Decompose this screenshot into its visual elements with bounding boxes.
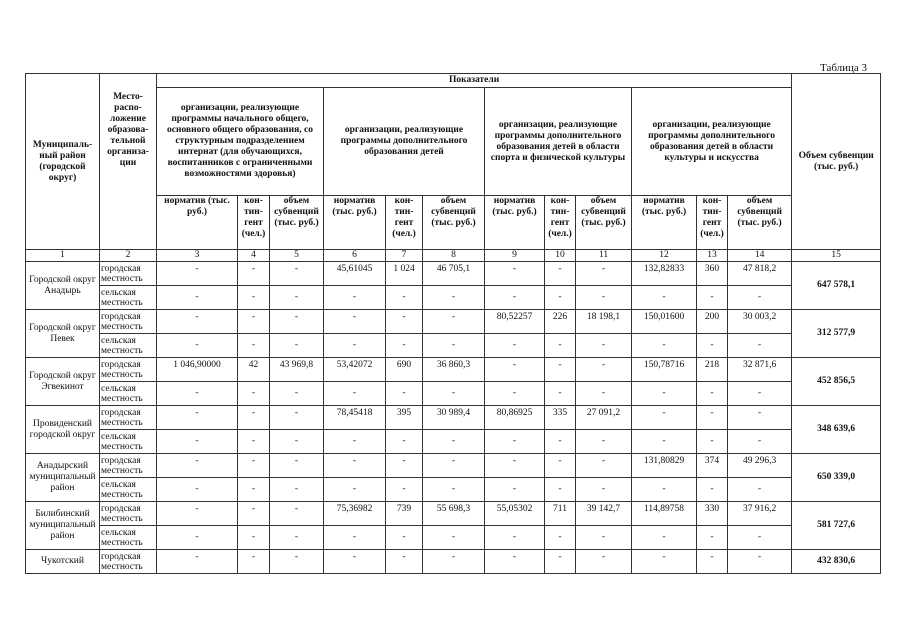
- table-cell: 711: [545, 502, 576, 526]
- table-cell: 78,45418: [324, 406, 386, 430]
- table-cell: -: [728, 478, 792, 502]
- table-cell: -: [485, 526, 545, 550]
- table-cell: -: [270, 550, 324, 574]
- table-cell: -: [238, 502, 270, 526]
- table-cell: -: [632, 382, 697, 406]
- table-cell: -: [485, 262, 545, 286]
- table-cell: -: [270, 526, 324, 550]
- subheader-vol: объем субвенций (тыс. руб.): [728, 196, 792, 250]
- table-cell: 739: [386, 502, 423, 526]
- table-cell: 150,01600: [632, 310, 697, 334]
- table-cell: -: [270, 502, 324, 526]
- table-row: [26, 310, 881, 334]
- table-cell: -: [697, 286, 728, 310]
- location-urban: городская местность: [100, 502, 157, 526]
- table-cell: -: [423, 382, 485, 406]
- table-cell: -: [157, 526, 238, 550]
- table-cell: -: [485, 550, 545, 574]
- table-cell: -: [632, 478, 697, 502]
- table-cell: -: [238, 262, 270, 286]
- table-cell: -: [697, 526, 728, 550]
- table-cell: -: [632, 286, 697, 310]
- table-cell: -: [324, 526, 386, 550]
- table-cell: -: [324, 382, 386, 406]
- table-cell: -: [423, 526, 485, 550]
- subheader-cont: контингент (чел.): [545, 196, 576, 250]
- table-cell: -: [238, 382, 270, 406]
- table-cell: -: [545, 358, 576, 382]
- table-cell: 32 871,6: [728, 358, 792, 382]
- header-group-culture: организации, реализующие программы дополнительного образования детей в области культуры и искусства: [632, 88, 792, 196]
- table-cell: -: [157, 454, 238, 478]
- table-cell: 200: [697, 310, 728, 334]
- table-cell: 218: [697, 358, 728, 382]
- table-cell: 75,36982: [324, 502, 386, 526]
- location-rural: сельская местность: [100, 334, 157, 358]
- table-cell: -: [270, 310, 324, 334]
- table-cell: -: [632, 550, 697, 574]
- table-cell: -: [576, 334, 632, 358]
- municipality-name: Городской округ Анадырь: [26, 262, 100, 310]
- subheader-norm: норматив (тыс. руб.): [157, 196, 238, 250]
- table-cell: -: [545, 478, 576, 502]
- table-cell: -: [238, 478, 270, 502]
- table-cell: -: [728, 526, 792, 550]
- subheader-vol: объем субвенций (тыс. руб.): [270, 196, 324, 250]
- table-cell: 330: [697, 502, 728, 526]
- location-rural: сельская местность: [100, 430, 157, 454]
- table-cell: -: [697, 478, 728, 502]
- column-number: 9: [485, 250, 545, 262]
- table-cell: -: [545, 334, 576, 358]
- table-row: [26, 478, 881, 502]
- table-cell: -: [270, 262, 324, 286]
- municipality-name: Провиденский городской округ: [26, 406, 100, 454]
- table-cell: -: [545, 454, 576, 478]
- table-cell: -: [545, 430, 576, 454]
- location-urban: городская местность: [100, 358, 157, 382]
- table-cell: -: [697, 550, 728, 574]
- table-cell: -: [485, 358, 545, 382]
- table-cell: -: [545, 382, 576, 406]
- table-cell: -: [697, 430, 728, 454]
- table-cell: -: [386, 382, 423, 406]
- table-cell: 30 003,2: [728, 310, 792, 334]
- table-cell: -: [697, 406, 728, 430]
- column-number: 4: [238, 250, 270, 262]
- table-row: [26, 358, 881, 382]
- location-urban: городская местность: [100, 310, 157, 334]
- municipality-name: Анадырский муниципальный район: [26, 454, 100, 502]
- table-cell: -: [238, 430, 270, 454]
- table-cell: -: [423, 334, 485, 358]
- table-cell: 1 024: [386, 262, 423, 286]
- table-cell: 53,42072: [324, 358, 386, 382]
- table-cell: -: [238, 526, 270, 550]
- table-cell: -: [576, 526, 632, 550]
- table-cell: -: [697, 334, 728, 358]
- table-cell: -: [728, 406, 792, 430]
- table-row: [26, 262, 881, 286]
- table-cell: 18 198,1: [576, 310, 632, 334]
- column-number: 13: [697, 250, 728, 262]
- location-urban: городская местность: [100, 454, 157, 478]
- table-cell: -: [157, 406, 238, 430]
- table-row: [26, 406, 881, 430]
- location-rural: сельская местность: [100, 478, 157, 502]
- table-cell: -: [157, 430, 238, 454]
- table-cell: -: [485, 334, 545, 358]
- table-cell: -: [728, 430, 792, 454]
- table-cell: -: [728, 334, 792, 358]
- table-cell: 131,80829: [632, 454, 697, 478]
- municipality-name: Городской округ Эгвекинот: [26, 358, 100, 406]
- table-cell: -: [386, 286, 423, 310]
- table-cell: -: [423, 454, 485, 478]
- table-cell: -: [386, 478, 423, 502]
- table-cell: 37 916,2: [728, 502, 792, 526]
- subheader-norm: норматив (тыс. руб.): [485, 196, 545, 250]
- subsidy-table: [25, 73, 881, 574]
- column-number: 5: [270, 250, 324, 262]
- table-cell: -: [485, 430, 545, 454]
- table-row: [26, 286, 881, 310]
- table-cell: 80,86925: [485, 406, 545, 430]
- table-cell: 80,52257: [485, 310, 545, 334]
- total-subsidy: 650 339,0: [792, 454, 881, 502]
- table-cell: -: [157, 286, 238, 310]
- table-cell: -: [423, 286, 485, 310]
- table-cell: 360: [697, 262, 728, 286]
- table-cell: -: [423, 550, 485, 574]
- table-cell: -: [324, 550, 386, 574]
- header-municipality: Муниципальный район (городской округ): [26, 74, 100, 250]
- table-cell: -: [728, 550, 792, 574]
- header-location: Месторасположение образовательной организации: [100, 74, 157, 250]
- header-group-general: организации, реализующие программы начального общего, основного общего образования, со структурным подразделением интернат (для обучающихся, воспитанников с ограниченными возможностями здоровья): [157, 88, 324, 196]
- subheader-norm: норматив (тыс. руб.): [324, 196, 386, 250]
- table-cell: -: [386, 454, 423, 478]
- table-cell: -: [386, 526, 423, 550]
- table-cell: -: [576, 382, 632, 406]
- table-cell: -: [576, 358, 632, 382]
- table-cell: -: [423, 430, 485, 454]
- column-number: 7: [386, 250, 423, 262]
- table-cell: -: [386, 430, 423, 454]
- table-cell: -: [238, 406, 270, 430]
- subheader-vol: объем субвенций (тыс. руб.): [576, 196, 632, 250]
- table-cell: -: [270, 286, 324, 310]
- table-cell: 39 142,7: [576, 502, 632, 526]
- table-cell: 55 698,3: [423, 502, 485, 526]
- table-cell: -: [386, 550, 423, 574]
- table-cell: -: [386, 310, 423, 334]
- table-caption: Таблица 3: [820, 62, 868, 74]
- table-cell: -: [270, 382, 324, 406]
- column-number: 12: [632, 250, 697, 262]
- total-subsidy: 348 639,6: [792, 406, 881, 454]
- table-row: [26, 454, 881, 478]
- table-cell: -: [324, 310, 386, 334]
- table-cell: -: [632, 334, 697, 358]
- table-cell: -: [270, 430, 324, 454]
- table-cell: -: [238, 454, 270, 478]
- table-cell: 1 046,90000: [157, 358, 238, 382]
- table-cell: -: [545, 526, 576, 550]
- table-cell: -: [545, 262, 576, 286]
- table-row: [26, 550, 881, 574]
- table-cell: -: [576, 430, 632, 454]
- header-group-additional: организации, реализующие программы дополнительного образования детей: [324, 88, 485, 196]
- table-cell: 114,89758: [632, 502, 697, 526]
- header-group-sport: организации, реализующие программы дополнительного образования детей в области спорта и физической культуры: [485, 88, 632, 196]
- table-cell: -: [238, 310, 270, 334]
- table-cell: -: [632, 406, 697, 430]
- table-cell: -: [485, 286, 545, 310]
- table-cell: -: [157, 550, 238, 574]
- location-urban: городская местность: [100, 550, 157, 574]
- column-number: 10: [545, 250, 576, 262]
- table-cell: -: [423, 310, 485, 334]
- table-cell: 226: [545, 310, 576, 334]
- location-urban: городская местность: [100, 262, 157, 286]
- table-cell: 49 296,3: [728, 454, 792, 478]
- table-cell: -: [576, 262, 632, 286]
- table-cell: -: [157, 334, 238, 358]
- table-cell: -: [157, 310, 238, 334]
- municipality-name: Билибинский муниципальный район: [26, 502, 100, 550]
- table-cell: 45,61045: [324, 262, 386, 286]
- total-subsidy: 647 578,1: [792, 262, 881, 310]
- table-cell: -: [632, 430, 697, 454]
- table-cell: -: [632, 526, 697, 550]
- table-cell: -: [423, 478, 485, 502]
- subheader-cont: контингент (чел.): [697, 196, 728, 250]
- total-subsidy: 312 577,9: [792, 310, 881, 358]
- municipality-name: Городской округ Певек: [26, 310, 100, 358]
- table-cell: 150,78716: [632, 358, 697, 382]
- column-number: 14: [728, 250, 792, 262]
- table-cell: 395: [386, 406, 423, 430]
- table-cell: -: [238, 334, 270, 358]
- table-cell: -: [728, 286, 792, 310]
- table-cell: -: [728, 382, 792, 406]
- table-cell: -: [545, 286, 576, 310]
- table-cell: -: [238, 286, 270, 310]
- location-rural: сельская местность: [100, 526, 157, 550]
- table-cell: -: [576, 286, 632, 310]
- municipality-name: Чукотский: [26, 550, 100, 574]
- table-cell: -: [324, 454, 386, 478]
- column-number: 15: [792, 250, 881, 262]
- table-cell: -: [157, 262, 238, 286]
- total-subsidy: 452 856,5: [792, 358, 881, 406]
- table-cell: -: [485, 454, 545, 478]
- table-cell: -: [270, 454, 324, 478]
- table-cell: -: [576, 478, 632, 502]
- table-cell: -: [157, 382, 238, 406]
- table-cell: -: [576, 550, 632, 574]
- table-cell: -: [324, 478, 386, 502]
- total-subsidy: 432 830,6: [792, 550, 881, 574]
- table-cell: 42: [238, 358, 270, 382]
- table-cell: 43 969,8: [270, 358, 324, 382]
- table-cell: -: [697, 382, 728, 406]
- column-number: 1: [26, 250, 100, 262]
- location-rural: сельская местность: [100, 286, 157, 310]
- header-total-subsidy: Объем субвенции (тыс. руб.): [792, 74, 881, 250]
- table-cell: -: [270, 406, 324, 430]
- table-cell: -: [545, 550, 576, 574]
- column-number: 6: [324, 250, 386, 262]
- table-cell: 132,82833: [632, 262, 697, 286]
- table-cell: -: [324, 286, 386, 310]
- table-row: [26, 334, 881, 358]
- subheader-cont: контингент (чел.): [386, 196, 423, 250]
- table-row: [26, 502, 881, 526]
- location-urban: городская местность: [100, 406, 157, 430]
- table-cell: -: [270, 334, 324, 358]
- table-cell: -: [157, 478, 238, 502]
- column-number: 2: [100, 250, 157, 262]
- total-subsidy: 581 727,6: [792, 502, 881, 550]
- table-cell: 47 818,2: [728, 262, 792, 286]
- table-cell: -: [157, 502, 238, 526]
- table-cell: -: [324, 334, 386, 358]
- table-cell: 46 705,1: [423, 262, 485, 286]
- table-cell: -: [270, 478, 324, 502]
- column-number: 3: [157, 250, 238, 262]
- column-number: 11: [576, 250, 632, 262]
- column-number: 8: [423, 250, 485, 262]
- table-cell: -: [324, 430, 386, 454]
- table-row: [26, 382, 881, 406]
- table-cell: -: [238, 550, 270, 574]
- table-cell: 335: [545, 406, 576, 430]
- table-cell: 36 860,3: [423, 358, 485, 382]
- table-cell: 27 091,2: [576, 406, 632, 430]
- table-cell: -: [576, 454, 632, 478]
- location-rural: сельская местность: [100, 382, 157, 406]
- subheader-cont: контингент (чел.): [238, 196, 270, 250]
- table-cell: -: [485, 478, 545, 502]
- table-cell: -: [386, 334, 423, 358]
- table-cell: -: [485, 382, 545, 406]
- subheader-vol: объем субвенций (тыс. руб.): [423, 196, 485, 250]
- table-cell: 55,05302: [485, 502, 545, 526]
- header-indicators: Показатели: [157, 74, 792, 88]
- subheader-norm: норматив (тыс. руб.): [632, 196, 697, 250]
- table-row: [26, 430, 881, 454]
- table-row: [26, 526, 881, 550]
- table-cell: 30 989,4: [423, 406, 485, 430]
- table-cell: 374: [697, 454, 728, 478]
- table-cell: 690: [386, 358, 423, 382]
